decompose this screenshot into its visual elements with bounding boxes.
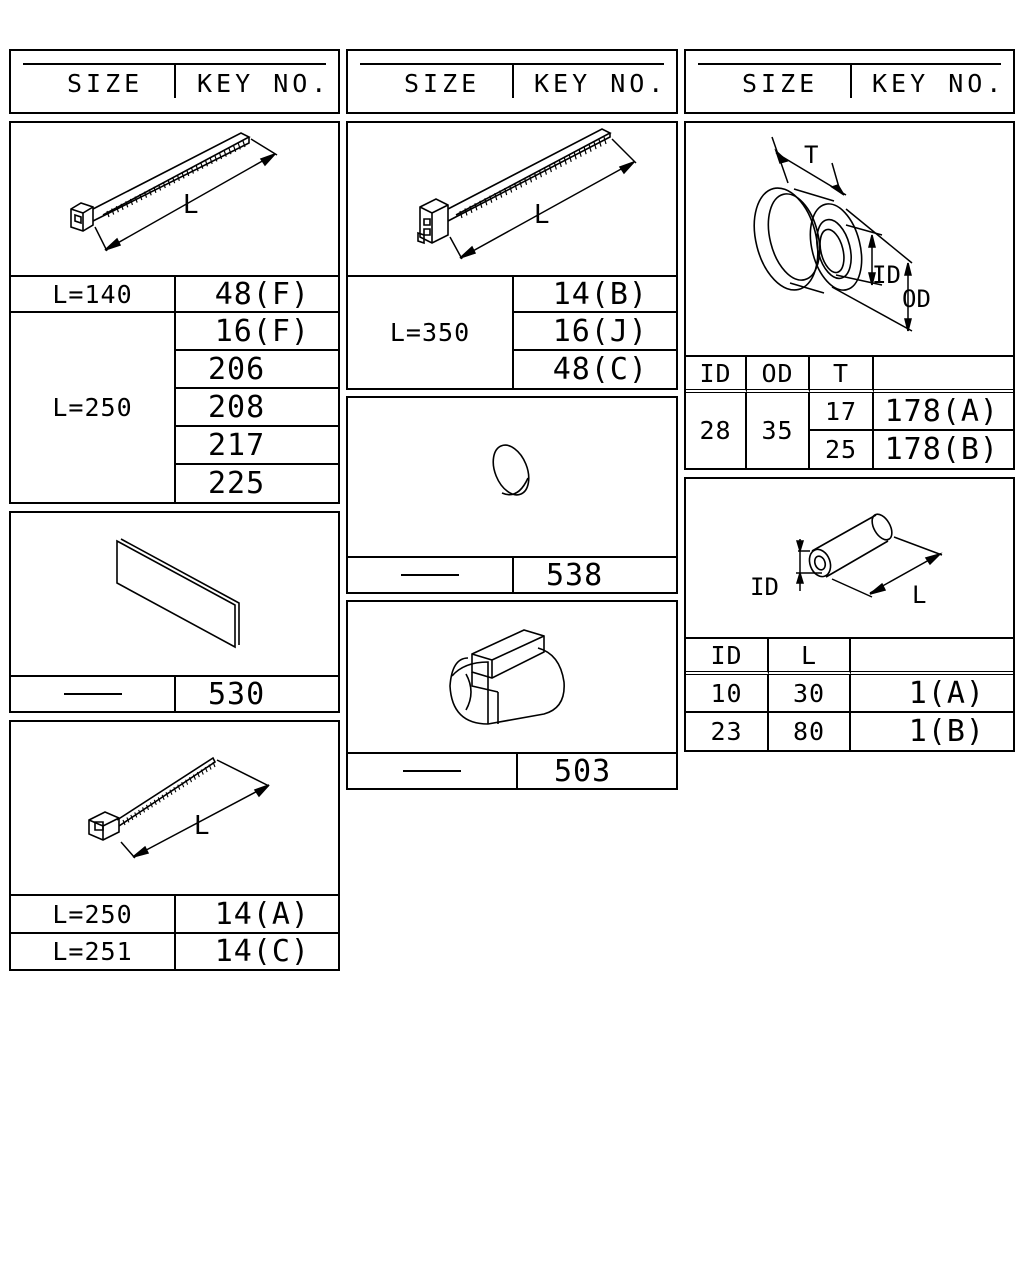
- size-header: SIZE: [742, 69, 819, 98]
- disc-drawing: [348, 398, 676, 556]
- tube-dim-l: L: [912, 581, 927, 609]
- clamp-block-key: 503: [518, 752, 676, 788]
- disc-size: [348, 556, 514, 592]
- tube-id-1: 10: [686, 675, 769, 713]
- key-no-header: KEY NO.: [872, 69, 1006, 98]
- column-1-header: [9, 49, 340, 114]
- column-2-header: [346, 49, 678, 114]
- tie-strap-a-drawing: [11, 123, 338, 275]
- grommet-drawing: [686, 123, 1013, 355]
- tube-col-key: [851, 637, 1013, 675]
- tie-c-key-3: 48(C): [552, 352, 648, 387]
- tube-key-2: 1(B): [908, 714, 985, 749]
- tube-l-2: 80: [769, 713, 851, 750]
- grommet-col-key: [874, 355, 1013, 393]
- clamp-block-drawing: [348, 602, 676, 752]
- tie-a-key-2d: 217: [176, 427, 338, 465]
- tie-a-key-2e: 225: [208, 466, 266, 501]
- grommet-key-1: 178(A): [874, 393, 1013, 431]
- tie-a-key-2b: 206: [176, 351, 338, 389]
- tie-b-key-2: 14(C): [214, 934, 310, 969]
- tube-col-id: ID: [686, 637, 769, 675]
- tie-c-key-1: 14(B): [514, 275, 676, 313]
- grommet-key-2: 178(B): [884, 432, 999, 467]
- tube-panel: [684, 477, 1015, 752]
- label-plate-panel: [9, 511, 340, 713]
- tie-b-size-2: L=251: [11, 934, 176, 969]
- tie-strap-b-panel: [9, 720, 340, 971]
- dash-mark: [401, 574, 459, 576]
- tie-strap-a-panel: [9, 121, 340, 504]
- grommet-col-id: ID: [686, 355, 747, 393]
- tie-strap-a-dim: L: [183, 190, 198, 220]
- tie-strap-c-drawing: [348, 123, 676, 275]
- grommet-t-1: 17: [810, 393, 874, 431]
- tie-strap-b-dim: L: [194, 811, 209, 841]
- tie-strap-c-panel: [346, 121, 678, 390]
- clamp-block-panel: [346, 600, 678, 790]
- header-divider: [850, 65, 852, 98]
- size-header: SIZE: [67, 69, 144, 98]
- tube-drawing: [686, 479, 1013, 637]
- header-divider: [512, 65, 514, 98]
- tube-id-2: 23: [686, 713, 769, 750]
- tie-c-size: L=350: [348, 275, 514, 388]
- tube-l-1: 30: [769, 675, 851, 713]
- label-plate-size: [11, 675, 176, 711]
- tie-a-key-2a: 16(F): [176, 313, 338, 351]
- disc-panel: [346, 396, 678, 594]
- grommet-col-od: OD: [747, 355, 810, 393]
- tie-a-key-2c: 208: [176, 389, 338, 427]
- column-3-header: [684, 49, 1015, 114]
- dash-mark: [403, 770, 461, 772]
- clamp-block-size: [348, 752, 518, 788]
- tube-dim-id: ID: [750, 573, 779, 601]
- grommet-t-2: 25: [810, 431, 874, 468]
- tie-a-size-2: L=250: [11, 313, 176, 502]
- grommet-id-value: 28: [686, 393, 747, 468]
- tube-col-l: L: [769, 637, 851, 675]
- dash-mark: [64, 693, 122, 695]
- tie-c-key-2: 16(J): [514, 313, 676, 351]
- label-plate-drawing: [11, 513, 338, 675]
- tie-a-key-1: 48(F): [176, 275, 338, 313]
- tie-strap-c-dim: L: [534, 200, 549, 230]
- tube-key-1: 1(A): [851, 675, 1013, 713]
- header-divider: [174, 65, 176, 98]
- grommet-dim-od: OD: [902, 285, 931, 313]
- disc-key: 538: [514, 556, 676, 592]
- key-no-header: KEY NO.: [534, 69, 668, 98]
- grommet-panel: [684, 121, 1015, 470]
- key-no-header: KEY NO.: [197, 69, 331, 98]
- tie-b-key-1: 14(A): [176, 894, 338, 934]
- grommet-od-value: 35: [747, 393, 810, 468]
- grommet-dim-t: T: [804, 141, 819, 169]
- grommet-dim-id: ID: [872, 261, 901, 289]
- label-plate-key: 530: [176, 675, 338, 711]
- size-header: SIZE: [404, 69, 481, 98]
- tie-a-size-1: L=140: [11, 275, 176, 313]
- grommet-col-t: T: [810, 355, 874, 393]
- tie-b-size-1: L=250: [11, 894, 176, 934]
- tie-strap-b-drawing: [11, 722, 338, 894]
